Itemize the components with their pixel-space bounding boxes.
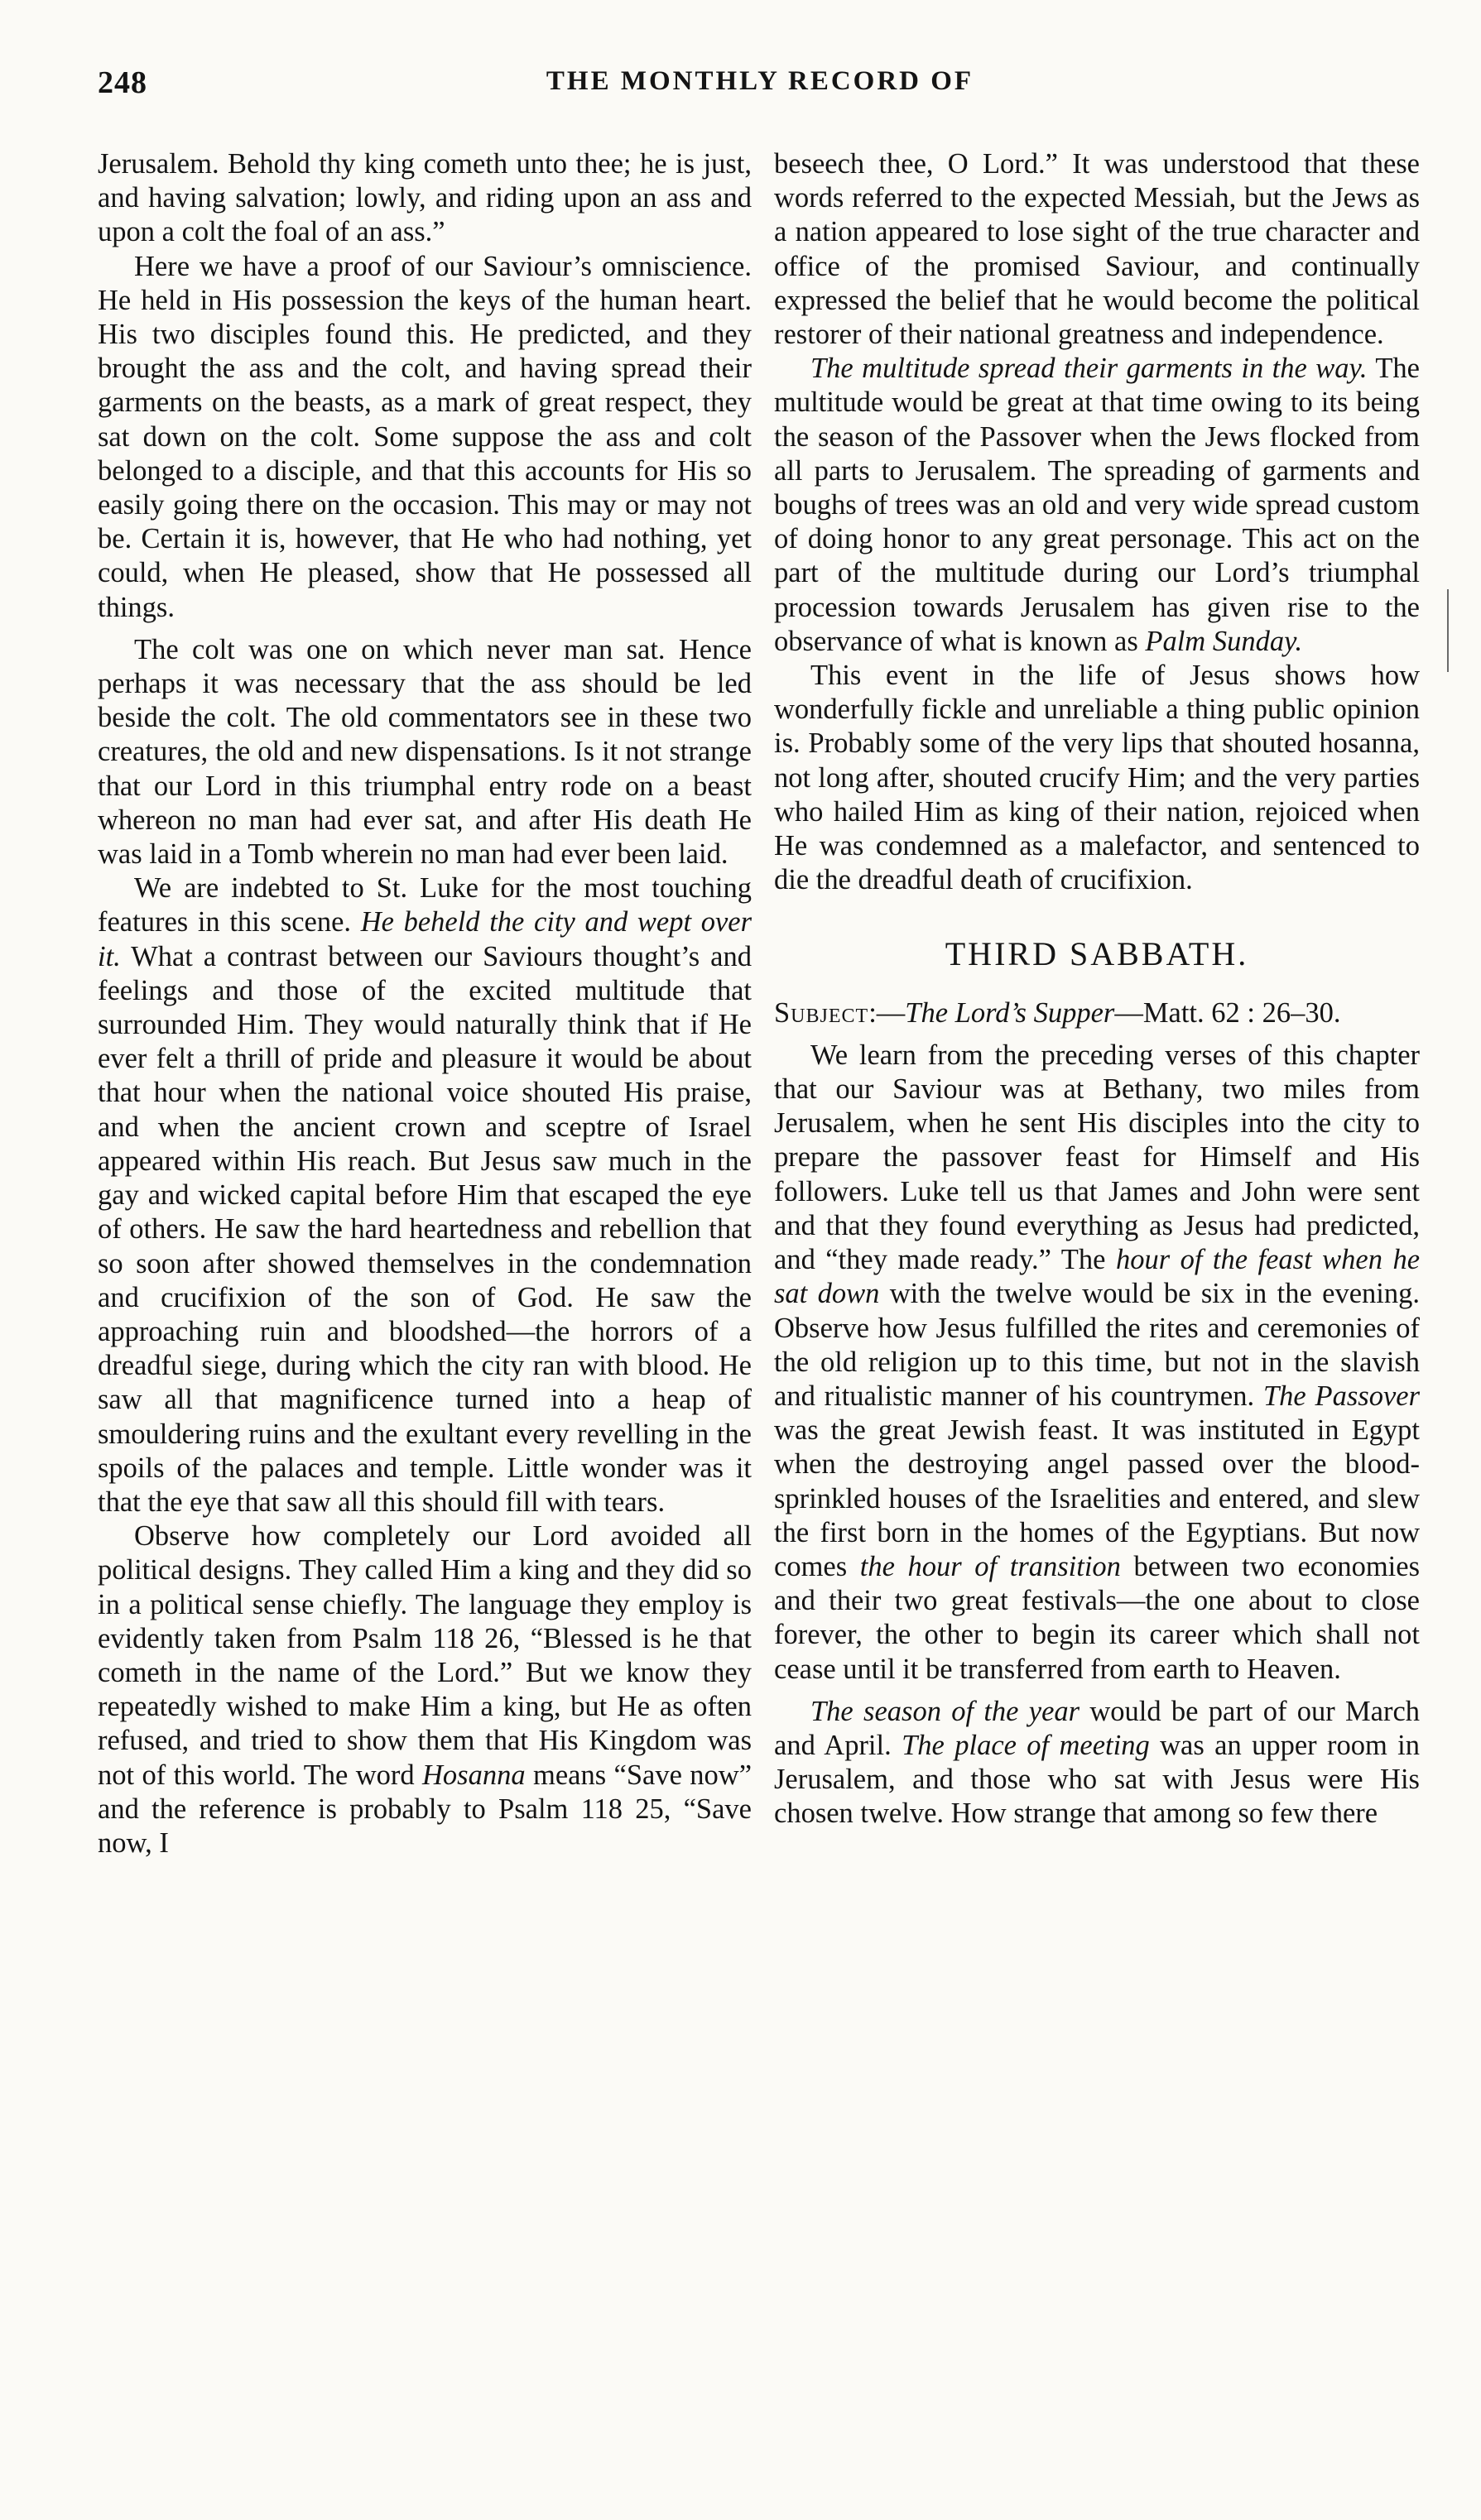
text-run: Observe how completely our Lord avoided all political designs. They called Him a king and they did so in a political sense chiefly. The language they employ is evidently taken from Psalm 118 26, “Blessed is he that cometh in the name of the Lord.” But we know they repeatedly wished to make Him a king, but He as often refused, and tried to show them that His Kingdom was not of this world. The word [98,1520,752,1791]
margin-rule [1447,589,1449,672]
paragraph [98,871,752,1519]
italic-phrase: Palm Sunday. [1145,625,1303,657]
subject-line [774,996,1420,1030]
paragraph [98,633,752,871]
italic-phrase: The place of meeting [902,1729,1150,1761]
text-run: The multitude would be great at that time owing to its being the season of the Passover when the Jews flocked from all parts to Jerusalem. The spreading of garments and boughs of trees was an old and very wide spread custom of doing honor to any great personage. This act on the part of the multitude during our Lord’s triumphal procession towards Jerusalem has given rise to the observance of what is known as [774,353,1420,657]
paragraph [98,1519,752,1860]
right-column [774,147,1420,1831]
paragraph [774,1695,1420,1831]
subject-reference: —Matt. 62 : 26–30. [1114,996,1341,1029]
italic-phrase: The season of the year [810,1695,1080,1727]
running-title: THE MONTHLY RECORD OF [546,66,974,96]
italic-phrase: the hour of transition [859,1550,1121,1582]
italic-phrase: hour of the feast when he sat down [774,1244,1421,1310]
page-header [98,65,1422,106]
text-run: was an upper room in Jerusalem, and those who sat with Jesus were His chosen twelve. How strange that among so few there [774,1729,1421,1830]
text-run: The colt was one on which never man sat. Hence perhaps it was necessary that the ass should be led beside the colt. The old commentators see in these two creatures, the old and new dispensations. Is it not strange that our Lord in this triumphal entry rode on a beast whereon no man had ever sat, and after His death He was laid in a Tomb wherein no man had ever been laid. [98,633,752,871]
subject-label: Subject [774,996,869,1029]
subject-separator: :— [868,996,906,1029]
text-run: with the twelve would be six in the evening. Observe how Jesus fulfilled the rites and ceremonies of the old religion up to this time, but not in the slavish and ritualistic manner of his countrymen. [774,1278,1421,1412]
paragraph: Here we have a proof of our Saviour’s omniscience. He held in His possession the keys of the human heart. His two disciples found this. He predicted, and they brought the ass and the colt, and having spread their garments on the beasts, as a mark of great respect, they sat down on the colt. Some suppose the ass and colt belonged to a disciple, and that this accounts for His so easily going there on the occasion. This may or may not be. Certain it is, however, that He who had nothing, yet could, when He pleased, show that He possessed all things. [98,250,752,623]
text-run: between two economies and their two great festivals—the one about to close forever, the other to begin its career which shall not cease until it be transferred from earth to Heaven. [774,1550,1420,1685]
paragraph: Jerusalem. Behold thy king cometh unto thee; he is just, and having salvation; lowly, and riding upon an ass and upon a colt the foal of an ass.” [98,148,752,248]
text-run: We learn from the preceding verses of this chapter that our Saviour was at Bethany, two miles from Jerusalem, when he sent His disciples into the city to prepare the passover feast for Himself and His followers. Luke tell us that James and John were sent and that they found everything as Jesus had predicted, and “they made ready.” The [774,1039,1420,1276]
section-heading: THIRD SABBATH. [945,935,1249,973]
text-run: means “Save now” and the reference is probably to Psalm 118 25, “Save now, I [98,1759,753,1859]
italic-phrase: He beheld the city and wept over it. [98,906,752,972]
text-run: We are indebted to St. Luke for the most touching features in this scene. [98,872,752,938]
subject-title: The Lord’s Supper [905,996,1115,1029]
paragraph [774,1039,1420,1687]
paragraph: beseech thee, O Lord.” It was understood that these words referred to the expected Messiah, but the Jews as a nation appeared to lose sight of the true character and office of the promised Saviour, and continually expressed the belief that he would become the political restorer of their national greatness and independence. [774,148,1420,351]
text-run: would be part of our March and April. [774,1695,1421,1761]
italic-phrase: The Passover [1262,1380,1420,1412]
paragraph [774,352,1420,659]
page-number: 248 [98,65,147,100]
text-run: was the great Jewish feast. It was instituted in Egypt when the destroying angel passed over the blood-sprinkled houses of the Israelities and entered, and slew the first born in the homes of the Egyptians. But now comes [774,1414,1420,1582]
italic-phrase: The multitude spread their garments in the way. [810,353,1368,385]
paragraph: This event in the life of Jesus shows how wonderfully fickle and unreliable a thing public opinion is. Probably some of the very lips that shouted hosanna, not long after, shouted crucify Him; and the very parties who hailed Him as king of their nation, rejoiced when He was condemned as a malefactor, and sentenced to die the dreadful death of crucifixion. [774,660,1420,896]
italic-phrase: Hosanna [422,1759,526,1791]
text-run: What a contrast between our Saviours thought’s and feelings and those of the excited multitude that surrounded Him. They would naturally think that if He ever felt a thrill of pride and pleasure it would be about that hour when the national voice shouted His praise, and when the ancient crown and sceptre of Israel appeared within His reach. But Jesus saw much in the gay and wicked capital before Him that escaped the eye of others. He saw the hard heartedness and rebellion that so soon after showed themselves in the condemnation and crucifixion of the son of God. He saw the approaching ruin and bloodshed—the horrors of a dreadful siege, during which the city ran with blood. He saw all that magnificence turned into a heap of smouldering ruins and the exultant every revelling in the spoils of the palaces and temple. Little wonder was it that the eye that saw all this should fill with tears. [98,940,752,1518]
left-column [98,147,752,1860]
